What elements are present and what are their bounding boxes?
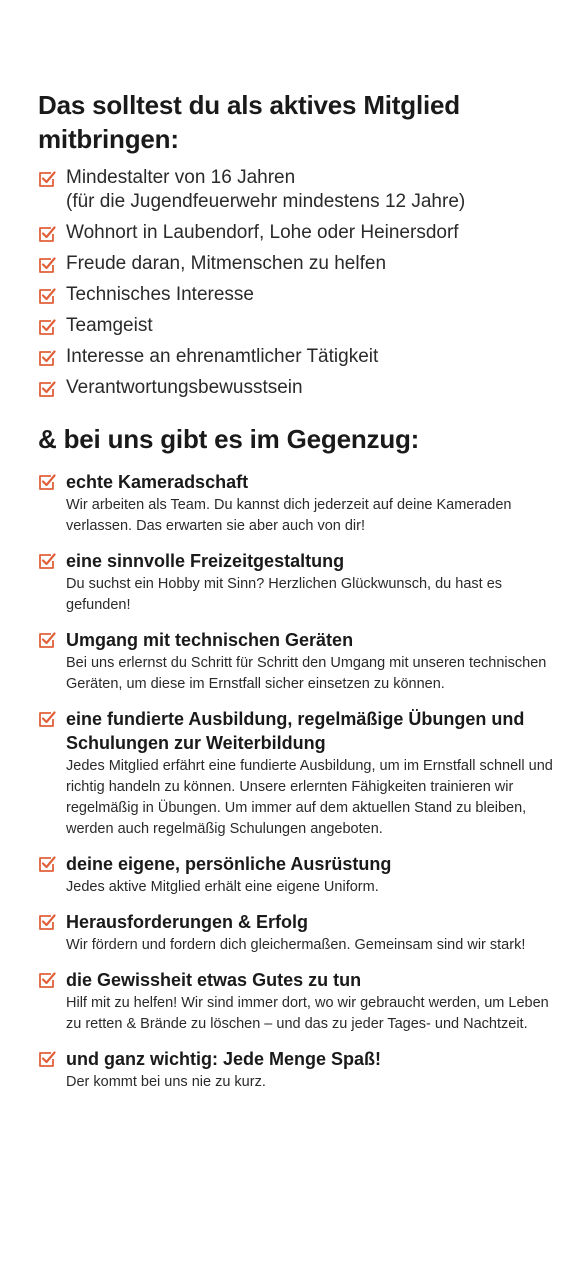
- requirement-item: [38, 252, 558, 276]
- requirement-item: [38, 345, 558, 369]
- benefit-item: [38, 549, 558, 616]
- benefit-description: Der kommt bei uns nie zu kurz.: [66, 1074, 266, 1090]
- requirements-heading: Das solltest du als aktives Mitglied mitbringen:: [38, 90, 460, 154]
- checkbox-check-icon: [38, 855, 56, 873]
- checkbox-check-icon: [38, 473, 56, 491]
- benefit-description: Wir arbeiten als Team. Du kannst dich jederzeit auf deine Kameraden verlassen. Das erwarten sie aber auch von dir!: [66, 497, 512, 534]
- benefits-heading: & bei uns gibt es im Gegenzug:: [38, 424, 420, 454]
- benefit-description: Jedes aktive Mitglied erhält eine eigene Uniform.: [66, 879, 379, 895]
- benefit-title: und ganz wichtig: Jede Menge Spaß!: [66, 1049, 382, 1069]
- requirement-item: [38, 314, 558, 338]
- checkbox-check-icon: [38, 552, 56, 570]
- benefit-item: [38, 852, 558, 898]
- benefit-title: echte Kameradschaft: [66, 472, 249, 492]
- requirement-item: [38, 221, 558, 245]
- requirement-text: Verantwortungsbewusstsein: [66, 377, 303, 398]
- benefit-title: deine eigene, persönliche Ausrüstung: [66, 854, 392, 874]
- checkbox-check-icon: [38, 971, 56, 989]
- benefit-title: eine fundierte Ausbildung, regelmäßige Übungen und Schulungen zur Weiterbildung: [66, 709, 525, 753]
- benefit-description: Bei uns erlernst du Schritt für Schritt den Umgang mit unseren technischen Geräten, um diese im Ernstfall sicher einsetzen zu können.: [66, 655, 547, 692]
- flyer-content: [38, 88, 558, 1105]
- benefit-title: Herausforderungen & Erfolg: [66, 912, 309, 932]
- checkbox-check-icon: [38, 710, 56, 728]
- benefit-description: Wir fördern und fordern dich gleichermaßen. Gemeinsam sind wir stark!: [66, 937, 526, 953]
- requirement-item: [38, 376, 558, 400]
- requirement-item: [38, 166, 558, 214]
- requirement-subtext: (für die Jugendfeuerwehr mindestens 12 Jahre): [66, 191, 466, 212]
- checkbox-check-icon: [38, 349, 56, 367]
- benefit-description: Du suchst ein Hobby mit Sinn? Herzlichen Glückwunsch, du hast es gefunden!: [66, 576, 503, 613]
- benefit-item: [38, 1047, 558, 1093]
- benefits-list: [38, 470, 558, 1093]
- benefit-item: [38, 628, 558, 695]
- benefit-title: die Gewissheit etwas Gutes zu tun: [66, 970, 362, 990]
- requirement-text: Interesse an ehrenamtlicher Tätigkeit: [66, 346, 379, 367]
- requirement-text: Technisches Interesse: [66, 284, 254, 305]
- requirement-text: Mindestalter von 16 Jahren: [66, 167, 296, 188]
- benefit-description: Hilf mit zu helfen! Wir sind immer dort, wo wir gebraucht werden, um Leben zu retten & Brände zu löschen – und das zu jeder Tages- und Nachtzeit.: [66, 995, 549, 1032]
- checkbox-check-icon: [38, 631, 56, 649]
- checkbox-check-icon: [38, 287, 56, 305]
- checkbox-check-icon: [38, 170, 56, 188]
- requirements-list: [38, 166, 558, 400]
- checkbox-check-icon: [38, 1050, 56, 1068]
- benefit-description: Jedes Mitglied erfährt eine fundierte Ausbildung, um im Ernstfall schnell und richtig handeln zu können. Unsere erlernten Fähigkeiten trainieren wir regelmäßig in Übungen. Um immer auf dem aktuellen Stand zu bleiben, werden auch regelmäßig Schulungen angeboten.: [66, 758, 553, 837]
- checkbox-check-icon: [38, 318, 56, 336]
- checkbox-check-icon: [38, 256, 56, 274]
- checkbox-check-icon: [38, 913, 56, 931]
- benefit-item: [38, 910, 558, 956]
- benefit-item: [38, 707, 558, 840]
- benefit-item: [38, 470, 558, 537]
- benefit-title: eine sinnvolle Freizeitgestaltung: [66, 551, 345, 571]
- requirement-text: Teamgeist: [66, 315, 153, 336]
- requirement-text: Wohnort in Laubendorf, Lohe oder Heinersdorf: [66, 222, 459, 243]
- requirement-item: [38, 283, 558, 307]
- benefit-item: [38, 968, 558, 1035]
- checkbox-check-icon: [38, 225, 56, 243]
- benefit-title: Umgang mit technischen Geräten: [66, 630, 354, 650]
- requirement-text: Freude daran, Mitmenschen zu helfen: [66, 253, 387, 274]
- checkbox-check-icon: [38, 380, 56, 398]
